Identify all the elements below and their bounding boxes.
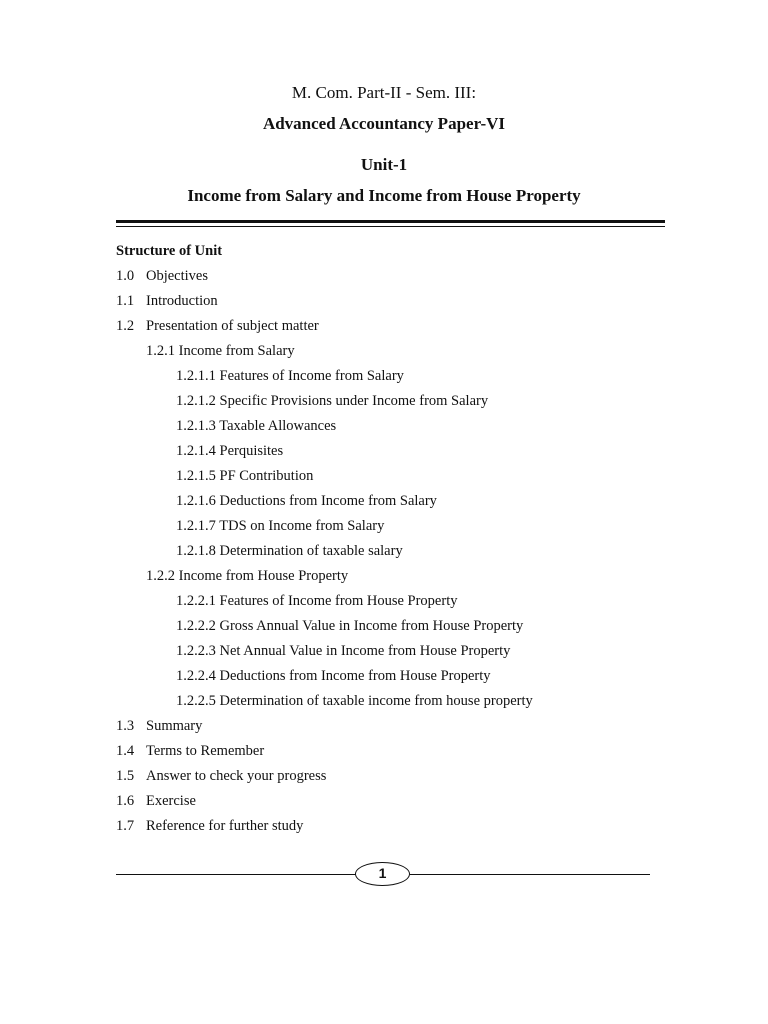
toc-subsubitem: 1.2.1.2 Specific Provisions under Income from Salary	[176, 393, 489, 409]
paper-heading: Advanced Accountancy Paper-VI	[262, 114, 506, 133]
unit-heading: Unit-1	[360, 155, 408, 174]
toc-text: Answer to check your progress	[146, 768, 327, 784]
toc-number: 1.4	[116, 743, 135, 759]
toc-subitem: 1.2.1 Income from Salary	[146, 343, 295, 359]
structure-title: Structure of Unit	[116, 243, 223, 259]
toc-text: Exercise	[146, 793, 196, 809]
toc-text: Reference for further study	[146, 818, 304, 834]
toc-item	[116, 791, 533, 816]
toc-subsubitem: 1.2.2.4 Deductions from Income from House Property	[176, 668, 491, 684]
toc-number: 1.1	[116, 293, 135, 309]
toc-subsubitem: 1.2.1.1 Features of Income from Salary	[176, 368, 404, 384]
toc-subsubitem: 1.2.2.5 Determination of taxable income from house property	[176, 693, 533, 709]
toc-subsubitem: 1.2.1.5 PF Contribution	[176, 468, 314, 484]
toc-subsubitem: 1.2.1.7 TDS on Income from Salary	[176, 518, 385, 534]
structure-of-unit	[116, 241, 533, 841]
toc-item	[116, 766, 533, 791]
toc-subsubitem: 1.2.2.3 Net Annual Value in Income from House Property	[176, 643, 511, 659]
toc-number: 1.5	[116, 768, 135, 784]
toc-subsubitem: 1.2.1.8 Determination of taxable salary	[176, 543, 403, 559]
toc-number: 1.7	[116, 818, 135, 834]
toc-subsubitem: 1.2.2.2 Gross Annual Value in Income from House Property	[176, 618, 524, 634]
toc-item	[116, 266, 533, 291]
toc-item	[116, 291, 533, 316]
header-divider-thin	[116, 226, 665, 227]
header-divider-thick	[116, 220, 665, 223]
toc-item	[116, 741, 533, 766]
toc-number: 1.3	[116, 718, 135, 734]
footer-rule-right	[410, 874, 650, 875]
toc-item	[116, 816, 533, 841]
toc-number: 1.6	[116, 793, 135, 809]
toc-number: 1.2	[116, 318, 135, 334]
footer-rule-left	[116, 874, 356, 875]
page-number: 1	[355, 862, 410, 886]
toc-item	[116, 316, 533, 341]
toc-item	[116, 716, 533, 741]
toc-text: Presentation of subject matter	[146, 318, 319, 334]
toc-subsubitem: 1.2.2.1 Features of Income from House Property	[176, 593, 458, 609]
unit-title: Income from Salary and Income from House Property	[187, 186, 581, 205]
toc-subsubitem: 1.2.1.3 Taxable Allowances	[176, 418, 337, 434]
toc-text: Summary	[146, 718, 203, 734]
toc-subsubitem: 1.2.1.6 Deductions from Income from Salary	[176, 493, 437, 509]
toc-text: Introduction	[146, 293, 218, 309]
toc-text: Terms to Remember	[146, 743, 265, 759]
toc-subitem: 1.2.2 Income from House Property	[146, 568, 349, 584]
course-heading: M. Com. Part-II - Sem. III:	[291, 83, 477, 102]
toc-subsubitem: 1.2.1.4 Perquisites	[176, 443, 284, 459]
toc-number: 1.0	[116, 268, 135, 284]
toc-text: Objectives	[146, 268, 209, 284]
